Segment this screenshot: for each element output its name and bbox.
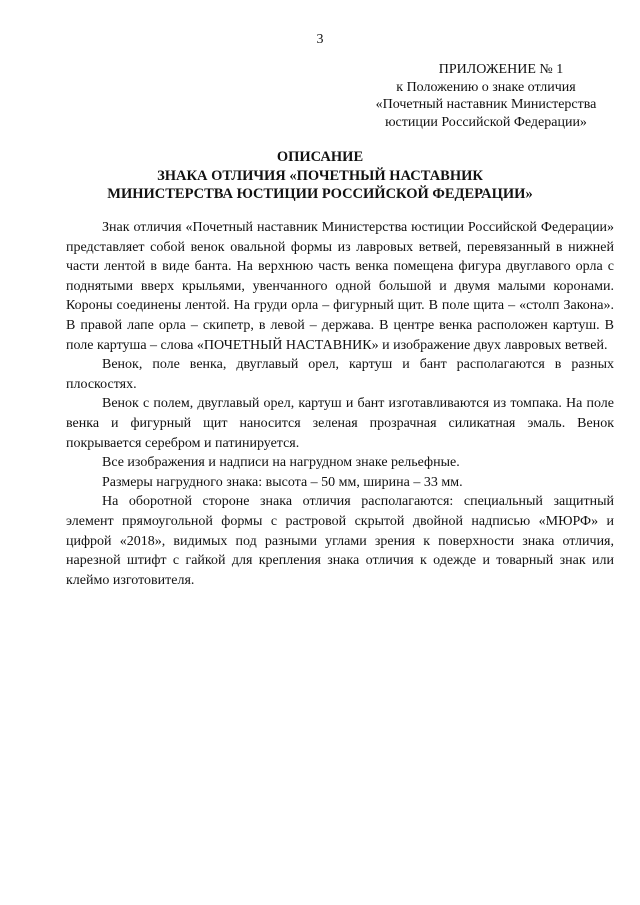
title-line-2: ЗНАКА ОТЛИЧИЯ «ПОЧЕТНЫЙ НАСТАВНИК xyxy=(157,167,483,184)
appendix-line-1: к Положению о знаке отличия xyxy=(396,79,576,95)
paragraph-reverse-side: На оборотной стороне знака отличия располагаются: специальный защитный элемент прямоугольной формы с растровой скрытой двойной надписью «МЮРФ» и цифрой «2018», видимых под разными углами зрения к поверхности знака отличия, нарезной штифт с гайкой для крепления знака отличия к одежде и товарный знак или клеймо изготовителя. xyxy=(66,494,614,588)
paragraph-dimensions: Размеры нагрудного знака: высота – 50 мм, ширина – 33 мм. xyxy=(102,474,463,490)
paragraph-planes: Венок, поле венка, двуглавый орел, картуш и бант располагаются в разных плоскостях. xyxy=(66,357,614,392)
document-title xyxy=(0,148,640,204)
page-number: 3 xyxy=(316,32,324,47)
body-text xyxy=(66,218,614,590)
paragraph-relief: Все изображения и надписи на нагрудном знаке рельефные. xyxy=(102,455,460,471)
title-line-3: МИНИСТЕРСТВА ЮСТИЦИИ РОССИЙСКОЙ ФЕДЕРАЦИИ» xyxy=(107,186,533,202)
appendix-header xyxy=(360,61,612,131)
appendix-line-2: «Почетный наставник Министерства xyxy=(375,97,597,112)
paragraph-description: Знак отличия «Почетный наставник Министерства юстиции Российской Федерации» представляет собой венок овальной формы из лавровых ветвей, перевязанный в нижней части лентой в виде банта. На верхнюю часть венка помещена фигура двуглавого орла с поднятыми вверх крыльями, увенчанного одной большой и двумя малыми коронами. Короны соединены лентой. На груди орла – фигурный щит. В поле щита – «столп Закона». В правой лапе орла – скипетр, в левой – держава. В центре венка расположен картуш. В поле картуша – слова «ПОЧЕТНЫЙ НАСТАВНИК» и изображение двух лавровых ветвей. xyxy=(66,220,614,353)
paragraph-materials: Венок с полем, двуглавый орел, картуш и бант изготавливаются из томпака. На поле венка и фигурный щит наносится зеленая прозрачная силикатная эмаль. Венок покрывается серебром и патинируется. xyxy=(66,396,614,451)
title-line-1: ОПИСАНИЕ xyxy=(276,149,364,165)
appendix-line-3: юстиции Российской Федерации» xyxy=(385,114,587,130)
appendix-title: ПРИЛОЖЕНИЕ № 1 xyxy=(438,62,564,77)
